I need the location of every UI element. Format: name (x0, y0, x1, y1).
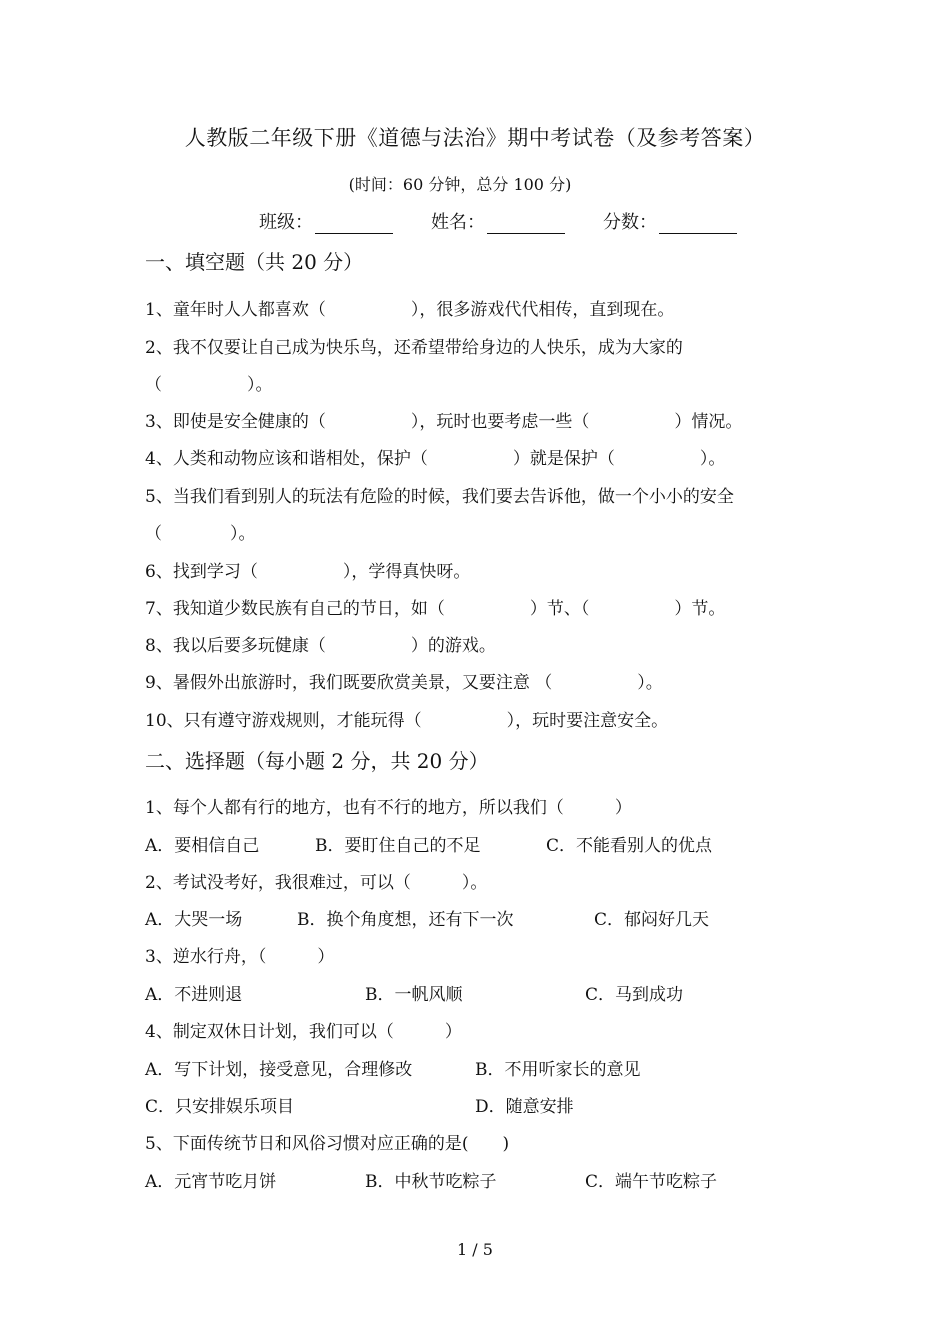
option-a: A．要相信自己 (145, 836, 260, 856)
option-b: B．不用听家长的意见 (475, 1060, 641, 1080)
class-label: 班级： (259, 212, 313, 233)
section-heading-multiple-choice: 二、选择题（每小题 2 分，共 20 分） (145, 749, 489, 773)
question-text: 3、逆水行舟，（ ） (145, 947, 335, 967)
option-c: C．郁闷好几天 (594, 910, 710, 930)
option-b: B．换个角度想，还有下一次 (297, 910, 514, 930)
student-info-fields (259, 208, 775, 234)
question-text: 5、当我们看到别人的玩法有危险的时候，我们要去告诉他，做一个小小的安全 (145, 487, 734, 507)
question-text: 10、只有遵守游戏规则，才能玩得（ ），玩时要注意安全。 (145, 711, 669, 731)
question-text: 1、童年时人人都喜欢（ ），很多游戏代代相传，直到现在。 (145, 300, 675, 320)
option-b: B．一帆风顺 (365, 985, 463, 1005)
option-b: B．要盯住自己的不足 (315, 836, 481, 856)
section-heading-fill-blank: 一、填空题（共 20 分） (145, 250, 364, 274)
option-a: A．元宵节吃月饼 (145, 1172, 277, 1192)
question-text: 8、我以后要多玩健康（ ）的游戏。 (145, 636, 496, 656)
option-a: A．大哭一场 (145, 910, 243, 930)
question-text: 2、我不仅要让自己成为快乐鸟，还希望带给身边的人快乐，成为大家的 (145, 338, 683, 358)
class-field (259, 208, 393, 234)
option-c: C．端午节吃粽子 (585, 1172, 718, 1192)
page-number: 1 / 5 (457, 1240, 493, 1259)
option-c: C．马到成功 (585, 985, 684, 1005)
name-label: 姓名： (431, 212, 485, 233)
option-d: D．随意安排 (475, 1097, 574, 1117)
score-label: 分数： (603, 212, 657, 233)
option-b: B．中秋节吃粽子 (365, 1172, 497, 1192)
question-text: （ ）。 (145, 524, 256, 544)
question-text: 1、每个人都有行的地方，也有不行的地方，所以我们（ ） (145, 798, 632, 818)
question-text: 3、即使是安全健康的（ ），玩时也要考虑一些（ ）情况。 (145, 412, 743, 432)
question-text: 6、找到学习（ ），学得真快呀。 (145, 562, 471, 582)
class-blank (315, 213, 393, 234)
question-text: 7、我知道少数民族有自己的节日，如（ ）节、（ ）节。 (145, 599, 726, 619)
option-a: A．写下计划，接受意见，合理修改 (145, 1060, 413, 1080)
question-text: 4、人类和动物应该和谐相处，保护（ ）就是保护（ ）。 (145, 449, 726, 469)
name-field (431, 208, 565, 234)
question-text: 5、下面传统节日和风俗习惯对应正确的是( ) (145, 1134, 510, 1154)
question-text: 4、制定双休日计划，我们可以（ ） (145, 1022, 462, 1042)
option-c: C．只安排娱乐项目 (145, 1097, 295, 1117)
name-blank (487, 213, 565, 234)
option-c: C．不能看别人的优点 (546, 836, 713, 856)
score-blank (659, 213, 737, 234)
score-field (603, 208, 737, 234)
question-text: 2、考试没考好，我很难过，可以（ ）。 (145, 873, 488, 893)
page-title: 人教版二年级下册《道德与法治》期中考试卷（及参考答案） (184, 126, 766, 150)
exam-info: (时间：60 分钟，总分 100 分) (348, 175, 572, 194)
question-text: （ ）。 (145, 375, 273, 395)
question-text: 9、暑假外出旅游时，我们既要欣赏美景，又要注意 （ ）。 (145, 673, 663, 693)
option-a: A．不进则退 (145, 985, 243, 1005)
